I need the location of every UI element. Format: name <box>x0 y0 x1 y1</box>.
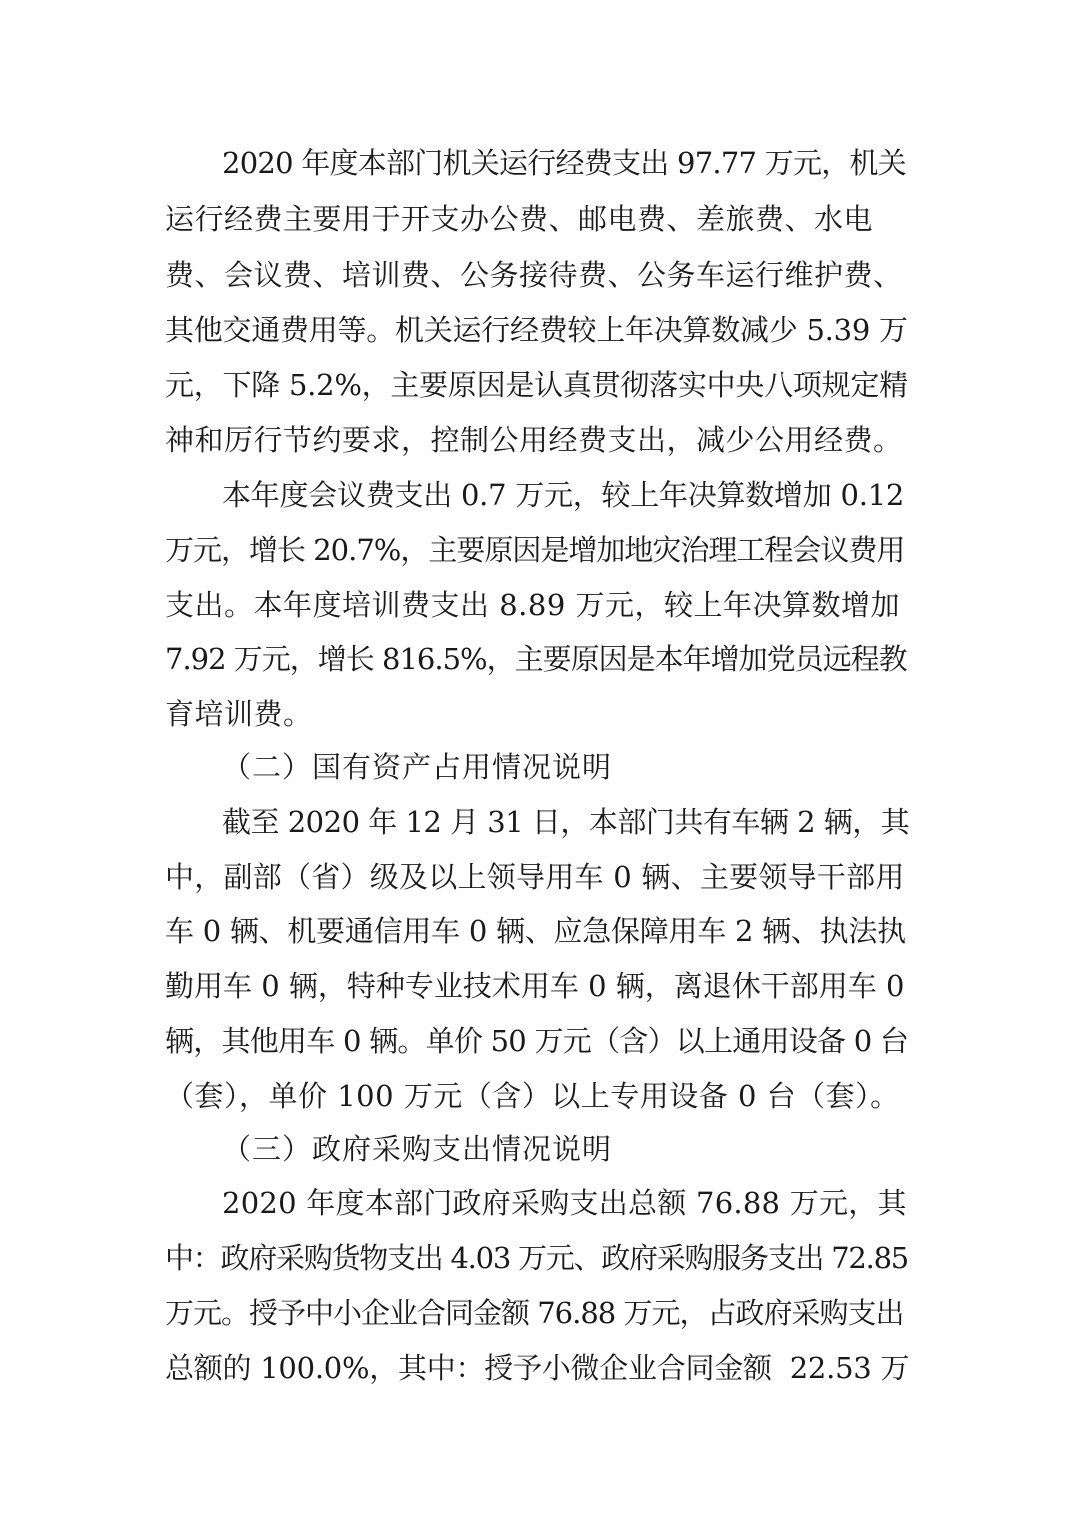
paragraph-line: 勤用车 0 辆，特种专业技术用车 0 辆，离退休干部用车 0 <box>165 969 905 1003</box>
paragraph-line: 中：政府采购货物支出 4.03 万元、政府采购服务支出 72.85 <box>165 1241 908 1275</box>
paragraph-line: 神和厉行节约要求，控制公用经费支出，减少公用经费。 <box>165 423 903 457</box>
paragraph-line: 育培训费。 <box>165 697 313 731</box>
paragraph-line: 万元，增长 20.7%，主要原因是增加地灾治理工程会议费用 <box>165 533 905 567</box>
paragraph-line: 辆，其他用车 0 辆。单价 50 万元（含）以上通用设备 0 台 <box>165 1024 909 1058</box>
paragraph-line: 运行经费主要用于开支办公费、邮电费、差旅费、水电 <box>165 202 874 236</box>
paragraph-line: （套），单价 100 万元（含）以上专用设备 0 台（套）。 <box>165 1079 900 1113</box>
paragraph-line: 费、会议费、培训费、公务接待费、公务车运行维护费、 <box>165 258 903 292</box>
paragraph-line: 7.92 万元，增长 816.5%，主要原因是本年增加党员远程教 <box>165 642 907 676</box>
paragraph-line: 其他交通费用等。机关运行经费较上年决算数减少 5.39 万 <box>165 313 908 347</box>
paragraph-line: 支出。本年度培训费支出 8.89 万元，较上年决算数增加 <box>165 588 901 622</box>
paragraph-line: 2020 年度本部门机关运行经费支出 97.77 万元，机关 <box>222 146 906 180</box>
section-heading: （三）政府采购支出情况说明 <box>222 1132 613 1166</box>
paragraph-line: 总额的 100.0%，其中：授予小微企业合同金额 22.53 万 <box>165 1351 910 1385</box>
paragraph-line: 车 0 辆、机要通信用车 0 辆、应急保障用车 2 辆、执法执 <box>165 914 906 948</box>
paragraph-line: 2020 年度本部门政府采购支出总额 76.88 万元，其 <box>222 1186 907 1220</box>
section-heading: （二）国有资产占用情况说明 <box>222 750 613 784</box>
paragraph-line: 本年度会议费支出 0.7 万元，较上年决算数增加 0.12 <box>222 478 905 512</box>
paragraph-line: 元，下降 5.2%，主要原因是认真贯彻落实中央八项规定精 <box>165 368 908 402</box>
paragraph-line: 中，副部（省）级及以上领导用车 0 辆、主要领导干部用 <box>165 860 905 894</box>
paragraph-line: 万元。授予中小企业合同金额 76.88 万元，占政府采购支出 <box>165 1296 904 1330</box>
paragraph-line: 截至 2020 年 12 月 31 日，本部门共有车辆 2 辆，其 <box>222 805 910 839</box>
